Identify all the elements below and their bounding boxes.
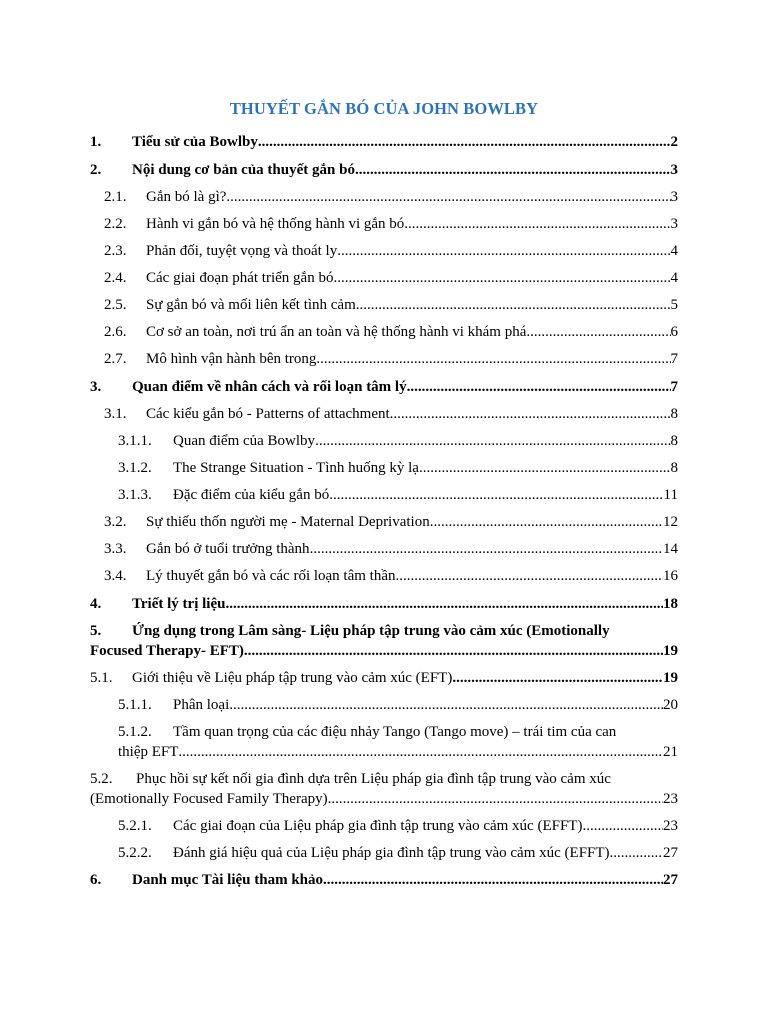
toc-entry-3-1[interactable] xyxy=(90,404,678,424)
toc-leader xyxy=(329,485,663,505)
toc-leader xyxy=(356,295,671,315)
toc-text: Đặc điểm của kiểu gắn bó xyxy=(173,487,330,503)
toc-entry-5-2-1[interactable] xyxy=(90,816,678,836)
toc-page: 3 xyxy=(670,162,678,178)
toc-text: Các giai đoạn phát triển gắn bó xyxy=(146,270,334,286)
toc-page: 12 xyxy=(663,514,678,530)
toc-number: 4. xyxy=(90,596,102,612)
toc-text: Gắn bó là gì? xyxy=(146,189,227,205)
toc-number: 3.1.2. xyxy=(118,460,152,476)
toc-page: 27 xyxy=(663,845,678,861)
toc-page: 6 xyxy=(670,324,678,340)
toc-line-1 xyxy=(90,621,678,641)
toc-entry-5-2[interactable] xyxy=(90,769,678,809)
toc-number: 3.1.3. xyxy=(118,487,152,503)
toc-number: 3. xyxy=(90,379,102,395)
toc-leader xyxy=(610,843,663,863)
document-title: THUYẾT GẮN BÓ CỦA JOHN BOWLBY xyxy=(229,99,539,118)
toc-number: 5.2.2. xyxy=(118,845,152,861)
toc-page: 21 xyxy=(663,744,678,760)
toc-text: Ứng dụng trong Lâm sàng- Liệu pháp tập trung vào cảm xúc (Emotionally xyxy=(132,623,610,639)
toc-number: 2.4. xyxy=(104,270,127,286)
toc-text: Triết lý trị liệu xyxy=(132,596,226,612)
toc-leader xyxy=(582,816,663,836)
toc-entry-5-1-1[interactable] xyxy=(90,695,678,715)
toc-leader xyxy=(229,695,663,715)
toc-number: 2. xyxy=(90,162,102,178)
toc-leader xyxy=(404,214,670,234)
toc-text: Cơ sở an toàn, nơi trú ẩn an toàn và hệ thống hành vi khám phá xyxy=(146,324,527,340)
toc-number: 5.1.1. xyxy=(118,697,152,713)
toc-number: 3.4. xyxy=(104,568,127,584)
toc-leader xyxy=(244,641,663,661)
toc-page: 23 xyxy=(663,791,678,807)
toc-leader xyxy=(315,431,670,451)
toc-number: 2.3. xyxy=(104,243,127,259)
toc-leader xyxy=(355,160,671,180)
toc-leader xyxy=(333,268,670,288)
toc-text: Sự thiếu thốn người mẹ - Maternal Deprivation xyxy=(146,514,430,530)
toc-text: The Strange Situation - Tình huống kỳ lạ xyxy=(173,460,419,476)
toc-entry-3-1-2[interactable] xyxy=(90,458,678,478)
toc-number: 5.2.1. xyxy=(118,818,152,834)
toc-page: 2 xyxy=(670,134,678,150)
toc-page: 27 xyxy=(663,872,678,888)
toc-leader xyxy=(430,512,663,532)
toc-leader xyxy=(452,668,663,688)
toc-entry-1[interactable] xyxy=(90,132,678,152)
toc-page: 23 xyxy=(663,818,678,834)
toc-entry-3-3[interactable] xyxy=(90,539,678,559)
toc-text-continued: thiệp EFT xyxy=(118,744,179,760)
toc-leader xyxy=(178,742,663,762)
toc-page: 3 xyxy=(670,189,678,205)
toc-number: 3.3. xyxy=(104,541,127,557)
toc-entry-4[interactable] xyxy=(90,594,678,614)
toc-entry-2-6[interactable] xyxy=(90,322,678,342)
toc-page: 16 xyxy=(663,568,678,584)
toc-text: Sự gắn bó và mối liên kết tình cảm xyxy=(146,297,356,313)
toc-number: 1. xyxy=(90,134,102,150)
toc-number: 2.7. xyxy=(104,351,127,367)
toc-text: Tầm quan trọng của các điệu nhảy Tango (Tango move) – trái tim của can xyxy=(173,724,617,740)
toc-page: 20 xyxy=(663,697,678,713)
toc-number: 3.2. xyxy=(104,514,127,530)
toc-text: Các giai đoạn của Liệu pháp gia đình tập trung vào cảm xúc (EFFT) xyxy=(173,818,583,834)
toc-number: 2.1. xyxy=(104,189,127,205)
toc-text: Giới thiệu về Liệu pháp tập trung vào cảm xúc (EFT) xyxy=(132,670,453,686)
toc-leader xyxy=(526,322,670,342)
toc-page: 8 xyxy=(670,433,678,449)
toc-line-1 xyxy=(118,722,678,742)
toc-entry-5-1-2[interactable] xyxy=(90,722,678,762)
toc-entry-2-2[interactable] xyxy=(90,214,678,234)
toc-text-continued: Focused Therapy- EFT) xyxy=(90,643,244,659)
toc-entry-5[interactable] xyxy=(90,621,678,661)
toc-entry-3-1-1[interactable] xyxy=(90,431,678,451)
toc-page: 4 xyxy=(670,243,678,259)
toc-number: 5.1.2. xyxy=(118,724,152,740)
toc-entry-2-5[interactable] xyxy=(90,295,678,315)
toc-text: Gắn bó ở tuổi trưởng thành xyxy=(146,541,310,557)
toc-leader xyxy=(310,539,663,559)
toc-page: 3 xyxy=(670,216,678,232)
toc-text: Hành vi gắn bó và hệ thống hành vi gắn bó xyxy=(146,216,405,232)
toc-text: Lý thuyết gắn bó và các rối loạn tâm thần xyxy=(146,568,396,584)
toc-number: 3.1. xyxy=(104,406,127,422)
toc-leader xyxy=(390,404,671,424)
toc-page: 7 xyxy=(670,379,678,395)
toc-page: 19 xyxy=(663,643,678,659)
toc-line-2 xyxy=(118,742,678,762)
toc-number: 2.5. xyxy=(104,297,127,313)
toc-text: Đánh giá hiệu quả của Liệu pháp gia đình tập trung vào cảm xúc (EFFT) xyxy=(173,845,610,861)
toc-text: Nội dung cơ bản của thuyết gắn bó xyxy=(132,162,355,178)
toc-entry-5-1[interactable] xyxy=(90,668,678,688)
toc-text: Mô hình vận hành bên trong xyxy=(146,351,317,367)
toc-text: Các kiểu gắn bó - Patterns of attachment xyxy=(146,406,390,422)
toc-entry-6[interactable] xyxy=(90,870,678,890)
toc-leader xyxy=(316,349,670,369)
toc-leader xyxy=(258,132,671,152)
toc-text: Quan điểm về nhân cách và rối loạn tâm lý xyxy=(132,379,407,395)
toc-text: Phản đối, tuyệt vọng và thoát ly xyxy=(146,243,338,259)
toc-leader xyxy=(323,870,663,890)
toc-leader xyxy=(226,187,670,207)
toc-number: 5. xyxy=(90,623,102,639)
toc-page: 8 xyxy=(670,406,678,422)
toc-text: Tiểu sử của Bowlby xyxy=(132,134,258,150)
toc-text: Phục hồi sự kết nối gia đình dựa trên Liệu pháp gia đình tập trung vào cảm xúc xyxy=(136,771,611,787)
toc-line-2 xyxy=(90,789,678,809)
toc-page: 11 xyxy=(663,487,678,503)
toc-text: Phân loại xyxy=(173,697,230,713)
toc-page: 5 xyxy=(670,297,678,313)
toc-page: 8 xyxy=(670,460,678,476)
toc-entry-3[interactable] xyxy=(90,377,678,397)
toc-leader xyxy=(225,594,663,614)
toc-number: 2.2. xyxy=(104,216,127,232)
toc-number: 6. xyxy=(90,872,102,888)
toc-entry-2-4[interactable] xyxy=(90,268,678,288)
toc-page: 19 xyxy=(663,670,678,686)
toc-entry-3-4[interactable] xyxy=(90,566,678,586)
toc-entry-3-2[interactable] xyxy=(90,512,678,532)
toc-entry-2[interactable] xyxy=(90,160,678,180)
toc-entry-5-2-2[interactable] xyxy=(90,843,678,863)
toc-entry-2-1[interactable] xyxy=(90,187,678,207)
toc-entry-2-7[interactable] xyxy=(90,349,678,369)
toc-number: 5.2. xyxy=(90,771,113,787)
toc-leader xyxy=(407,377,671,397)
toc-page: 14 xyxy=(663,541,678,557)
toc-entry-3-1-3[interactable] xyxy=(90,485,678,505)
toc-leader xyxy=(396,566,664,586)
toc-leader xyxy=(328,789,663,809)
toc-text: Danh mục Tài liệu tham khảo xyxy=(132,872,324,888)
toc-text: Quan điểm của Bowlby xyxy=(173,433,316,449)
toc-entry-2-3[interactable] xyxy=(90,241,678,261)
toc-number: 5.1. xyxy=(90,670,113,686)
table-of-contents xyxy=(90,128,678,890)
toc-leader xyxy=(419,458,671,478)
toc-line-2 xyxy=(90,641,678,661)
toc-line-1 xyxy=(90,769,678,789)
toc-page: 4 xyxy=(670,270,678,286)
toc-page: 18 xyxy=(663,596,678,612)
toc-text-continued: (Emotionally Focused Family Therapy) xyxy=(90,791,328,807)
toc-page: 7 xyxy=(670,351,678,367)
toc-leader xyxy=(337,241,670,261)
toc-number: 2.6. xyxy=(104,324,127,340)
toc-number: 3.1.1. xyxy=(118,433,152,449)
